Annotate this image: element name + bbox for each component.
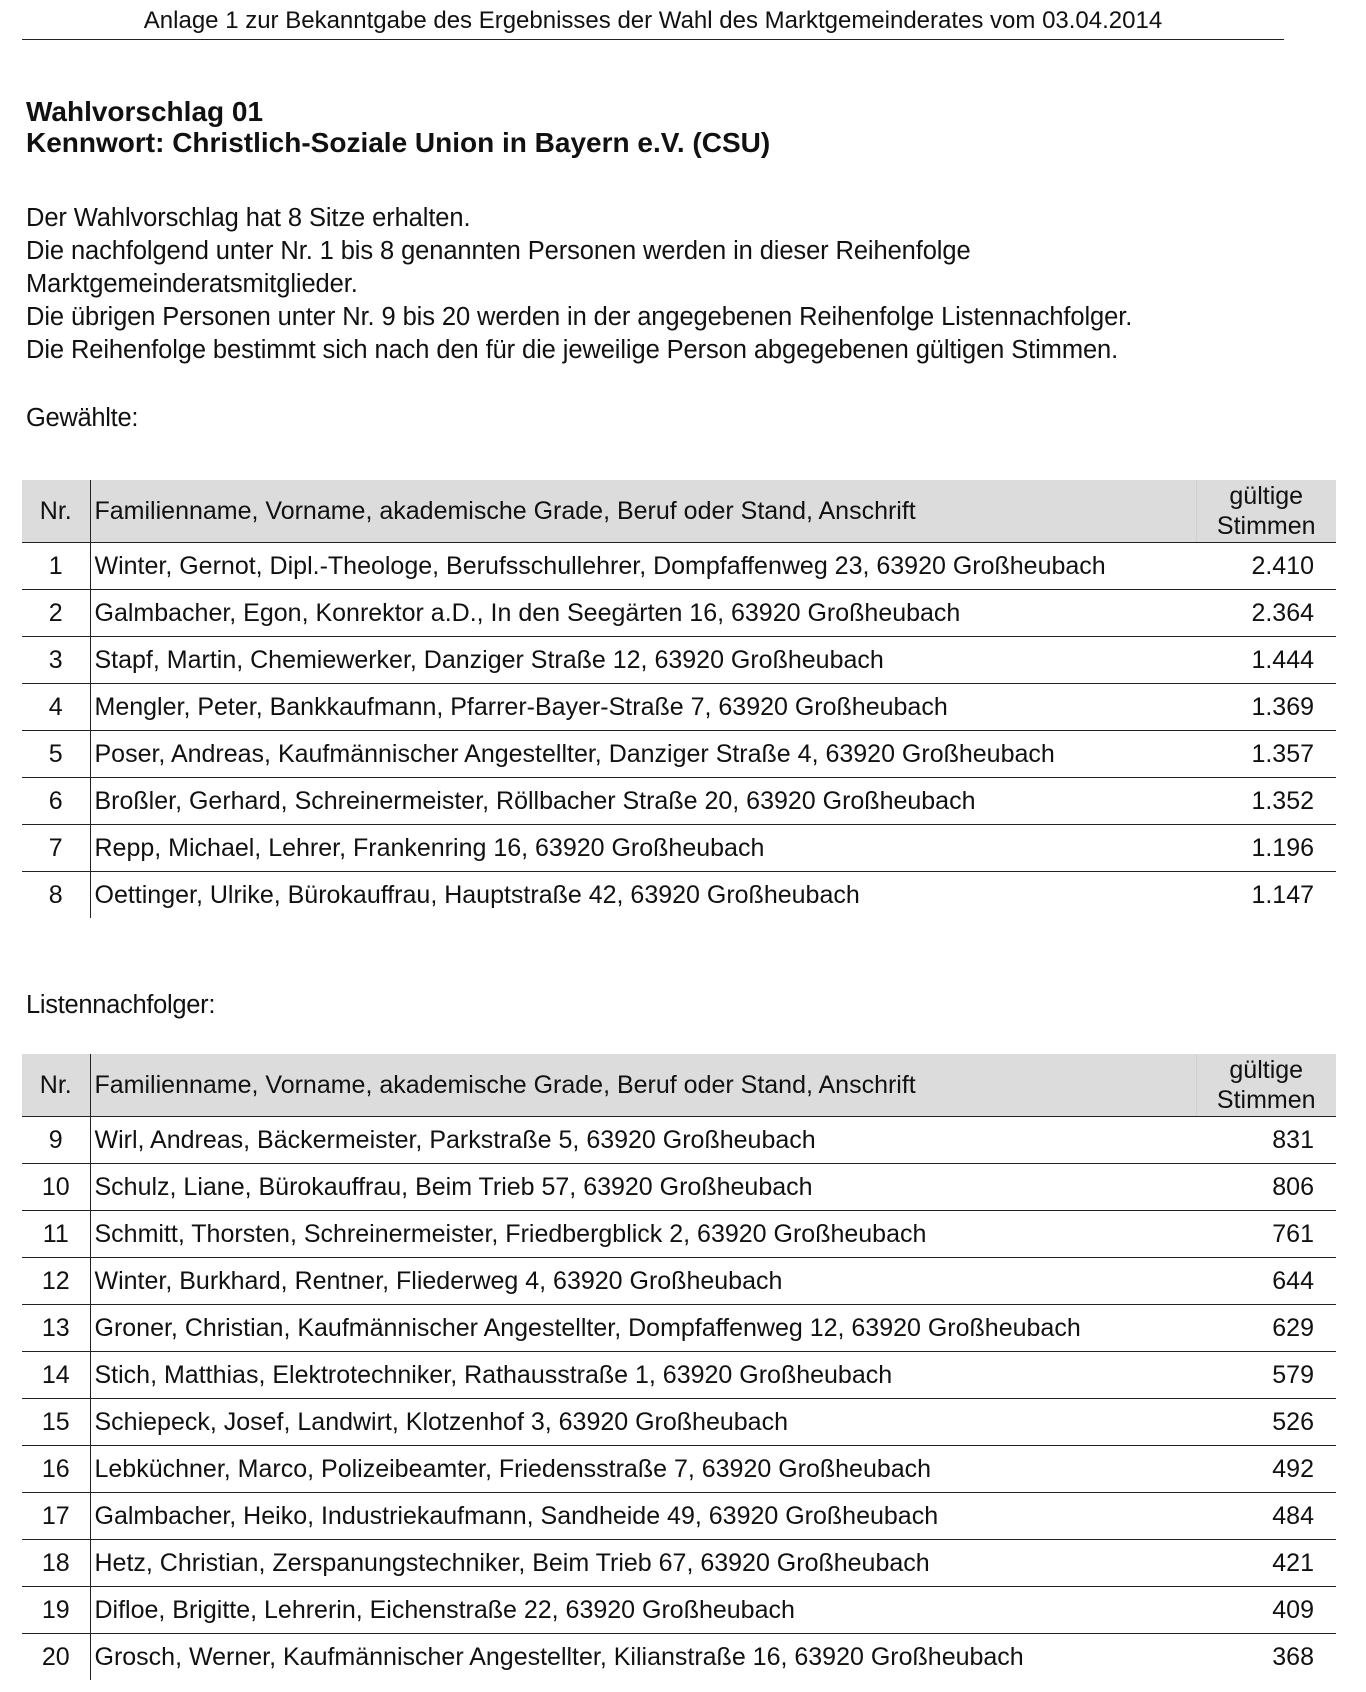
elected-table-body [22,543,1336,919]
row-votes: 421 [1196,1540,1336,1587]
table-header-row [22,480,1336,543]
row-person: Groner, Christian, Kaufmännischer Angestellter, Dompfaffenweg 12, 63920 Großheubach [90,1305,1196,1352]
row-person: Wirl, Andreas, Bäckermeister, Parkstraße 5, 63920 Großheubach [90,1117,1196,1164]
row-person: Grosch, Werner, Kaufmännischer Angestellter, Kilianstraße 16, 63920 Großheubach [94,1642,1024,1671]
paragraph-line: Die Reihenfolge bestimmt sich nach den für die jeweilige Person abgegebenen gültigen Stimmen. [26,336,1119,364]
paragraph-line: Die nachfolgend unter Nr. 1 bis 8 genannten Personen werden in dieser Reihenfolge [26,237,971,265]
proposal-keyword: Kennwort: Christlich-Soziale Union in Bayern e.V. (CSU) [26,127,771,158]
row-number: 13 [22,1305,90,1352]
row-votes: 831 [1196,1117,1336,1164]
row-votes: 526 [1196,1399,1336,1446]
row-person: Schulz, Liane, Bürokauffrau, Beim Trieb 57, 63920 Großheubach [90,1164,1196,1211]
table-row [22,1258,1336,1305]
votes-header-line1: gültige [1229,1056,1304,1084]
row-number: 5 [22,731,90,778]
votes-header-line1: gültige [1229,482,1304,510]
column-header-nr: Nr. [22,480,90,543]
row-votes: 368 [1272,1642,1314,1671]
column-header-nr: Nr. [22,1054,90,1117]
row-votes: 761 [1196,1211,1336,1258]
table-row [22,1587,1336,1634]
column-header-name: Familienname, Vorname, akademische Grade, Beruf oder Stand, Anschrift [90,1054,1196,1117]
page-header-title: Anlage 1 zur Bekanntgabe des Ergebnisses der Wahl des Marktgemeinderates vom 03.04.2014 [143,7,1163,34]
elected-table [22,480,1336,918]
row-person: Stich, Matthias, Elektrotechniker, Rathausstraße 1, 63920 Großheubach [90,1352,1196,1399]
row-votes: 629 [1196,1305,1336,1352]
table-row [22,684,1336,731]
table-row [22,1446,1336,1493]
row-person: Stapf, Martin, Chemiewerker, Danziger Straße 12, 63920 Großheubach [90,637,1196,684]
row-votes: 1.352 [1196,778,1336,825]
row-number: 19 [22,1587,90,1634]
row-votes: 1.357 [1196,731,1336,778]
table-row [22,1352,1336,1399]
row-votes: 806 [1196,1164,1336,1211]
row-votes: 1.147 [1251,880,1314,909]
row-number: 9 [22,1117,90,1164]
proposal-number: Wahlvorschlag 01 [26,96,264,127]
row-votes: 1.369 [1196,684,1336,731]
table-row [22,1540,1336,1587]
table-row [22,825,1336,872]
row-votes: 1.196 [1196,825,1336,872]
table-row [22,1634,1336,1681]
successors-label: Listennachfolger: [26,991,216,1019]
votes-header-line2: Stimmen [1216,512,1316,540]
row-votes: 492 [1196,1446,1336,1493]
column-header-votes [1196,480,1336,543]
table-row [22,1164,1336,1211]
successors-table-body [22,1117,1336,1681]
row-number: 6 [22,778,90,825]
row-person: Winter, Burkhard, Rentner, Fliederweg 4, 63920 Großheubach [90,1258,1196,1305]
row-number: 14 [22,1352,90,1399]
row-person: Hetz, Christian, Zerspanungstechniker, Beim Trieb 67, 63920 Großheubach [90,1540,1196,1587]
table-row [22,731,1336,778]
intro-paragraph [26,202,1132,367]
row-number: 7 [22,825,90,872]
row-votes: 409 [1196,1587,1336,1634]
row-number: 8 [22,872,90,919]
row-number: 17 [22,1493,90,1540]
row-person: Schiepeck, Josef, Landwirt, Klotzenhof 3, 63920 Großheubach [90,1399,1196,1446]
row-person: Galmbacher, Heiko, Industriekaufmann, Sandheide 49, 63920 Großheubach [90,1493,1196,1540]
row-number: 11 [22,1211,90,1258]
table-header-row [22,1054,1336,1117]
row-person: Winter, Gernot, Dipl.-Theologe, Berufsschullehrer, Dompfaffenweg 23, 63920 Großheubach [90,543,1196,590]
table-row [22,872,1336,919]
row-person: Poser, Andreas, Kaufmännischer Angestellter, Danziger Straße 4, 63920 Großheubach [90,731,1196,778]
paragraph-line: Die übrigen Personen unter Nr. 9 bis 20 werden in der angegebenen Reihenfolge Listennachfolger. [26,303,1133,331]
row-person: Repp, Michael, Lehrer, Frankenring 16, 63920 Großheubach [90,825,1196,872]
row-votes: 1.444 [1196,637,1336,684]
table-row [22,1211,1336,1258]
row-number: 18 [22,1540,90,1587]
row-number: 4 [22,684,90,731]
table-row [22,1117,1336,1164]
row-votes: 484 [1196,1493,1336,1540]
table-row [22,637,1336,684]
successors-table [22,1054,1336,1680]
page-header [22,6,1284,40]
column-header-name: Familienname, Vorname, akademische Grade, Beruf oder Stand, Anschrift [90,480,1196,543]
row-votes: 2.364 [1196,590,1336,637]
row-number: 10 [22,1164,90,1211]
row-number: 1 [22,543,90,590]
row-person: Schmitt, Thorsten, Schreinermeister, Friedbergblick 2, 63920 Großheubach [90,1211,1196,1258]
row-number: 16 [22,1446,90,1493]
row-votes: 579 [1196,1352,1336,1399]
row-person: Broßler, Gerhard, Schreinermeister, Röllbacher Straße 20, 63920 Großheubach [90,778,1196,825]
row-number: 3 [22,637,90,684]
row-person: Galmbacher, Egon, Konrektor a.D., In den Seegärten 16, 63920 Großheubach [90,590,1196,637]
table-row [22,1399,1336,1446]
row-number: 2 [22,590,90,637]
column-header-votes [1196,1054,1336,1117]
row-number: 12 [22,1258,90,1305]
paragraph-line: Marktgemeinderatsmitglieder. [26,270,358,298]
row-person: Mengler, Peter, Bankkaufmann, Pfarrer-Bayer-Straße 7, 63920 Großheubach [90,684,1196,731]
table-row [22,1305,1336,1352]
table-row [22,543,1336,590]
paragraph-line: Der Wahlvorschlag hat 8 Sitze erhalten. [26,204,471,232]
row-number: 15 [22,1399,90,1446]
row-votes: 644 [1196,1258,1336,1305]
votes-header-line2: Stimmen [1216,1086,1316,1114]
row-person: Difloe, Brigitte, Lehrerin, Eichenstraße 22, 63920 Großheubach [90,1587,1196,1634]
row-votes: 2.410 [1196,543,1336,590]
table-row [22,1493,1336,1540]
elected-label: Gewählte: [26,404,139,432]
table-row [22,778,1336,825]
row-number: 20 [22,1634,90,1681]
row-person: Oettinger, Ulrike, Bürokauffrau, Hauptstraße 42, 63920 Großheubach [94,880,860,909]
row-person: Lebküchner, Marco, Polizeibeamter, Friedensstraße 7, 63920 Großheubach [90,1446,1196,1493]
table-row [22,590,1336,637]
